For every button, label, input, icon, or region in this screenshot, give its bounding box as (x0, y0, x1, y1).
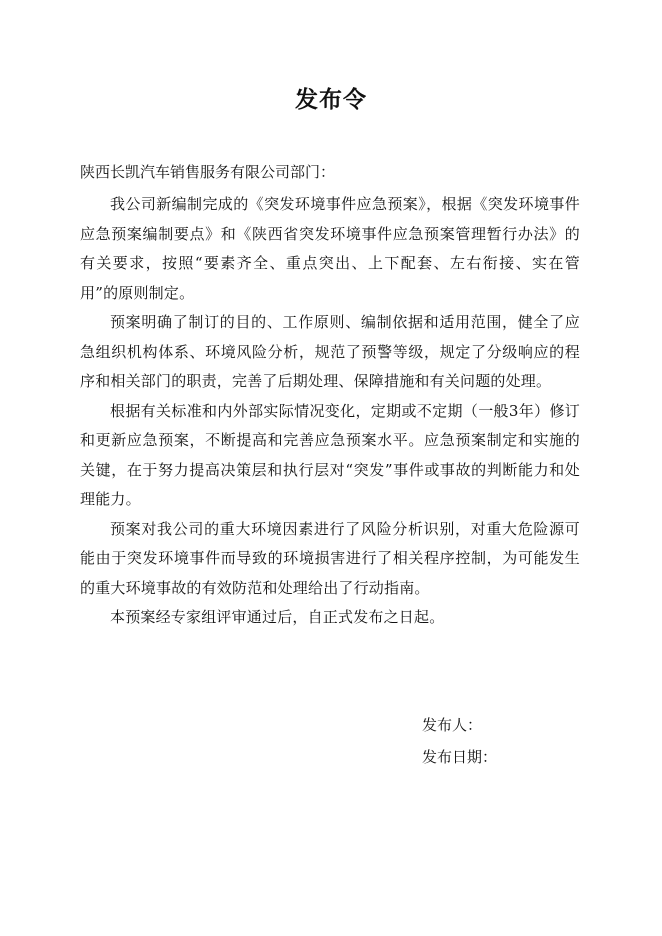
issuer-label: 发布人： (422, 716, 483, 734)
issue-date-label: 发布日期： (422, 748, 498, 766)
document-body (80, 190, 580, 633)
addressee-line: 陕西长凯汽车销售服务有限公司部门： (80, 163, 336, 181)
document-title: 发布令 (295, 86, 367, 113)
body-paragraph: 根据有关标准和内外部实际情况变化，定期或不定期（一般3年）修订和更新应急预案，不断提高和完善应急预案水平。应急预案制定和实施的关键，在于努力提高决策层和执行层对“突发”事件或事故的判断能力和处理能力。 (80, 401, 580, 508)
body-paragraph: 本预案经专家组评审通过后，自正式发布之日起。 (110, 608, 445, 626)
body-paragraph: 预案对我公司的重大环境因素进行了风险分析识别，对重大危险源可能由于突发环境事件而导致的环境损害进行了相关程序控制，为可能发生的重大环境事故的有效防范和处理给出了行动指南。 (80, 519, 580, 597)
signature-block (422, 709, 497, 773)
body-paragraph: 我公司新编制完成的《突发环境事件应急预案》，根据《突发环境事件应急预案编制要点》和《陕西省突发环境事件应急预案管理暂行办法》的有关要求，按照“要素齐全、重点突出、上下配套、左右衔接、实在管用”的原则制定。 (80, 195, 580, 302)
body-paragraph: 预案明确了制订的目的、工作原则、编制依据和适用范围，健全了应急组织机构体系、环境风险分析，规范了预警等级，规定了分级响应的程序和相关部门的职责，完善了后期处理、保障措施和有关问题的处理。 (80, 313, 580, 390)
